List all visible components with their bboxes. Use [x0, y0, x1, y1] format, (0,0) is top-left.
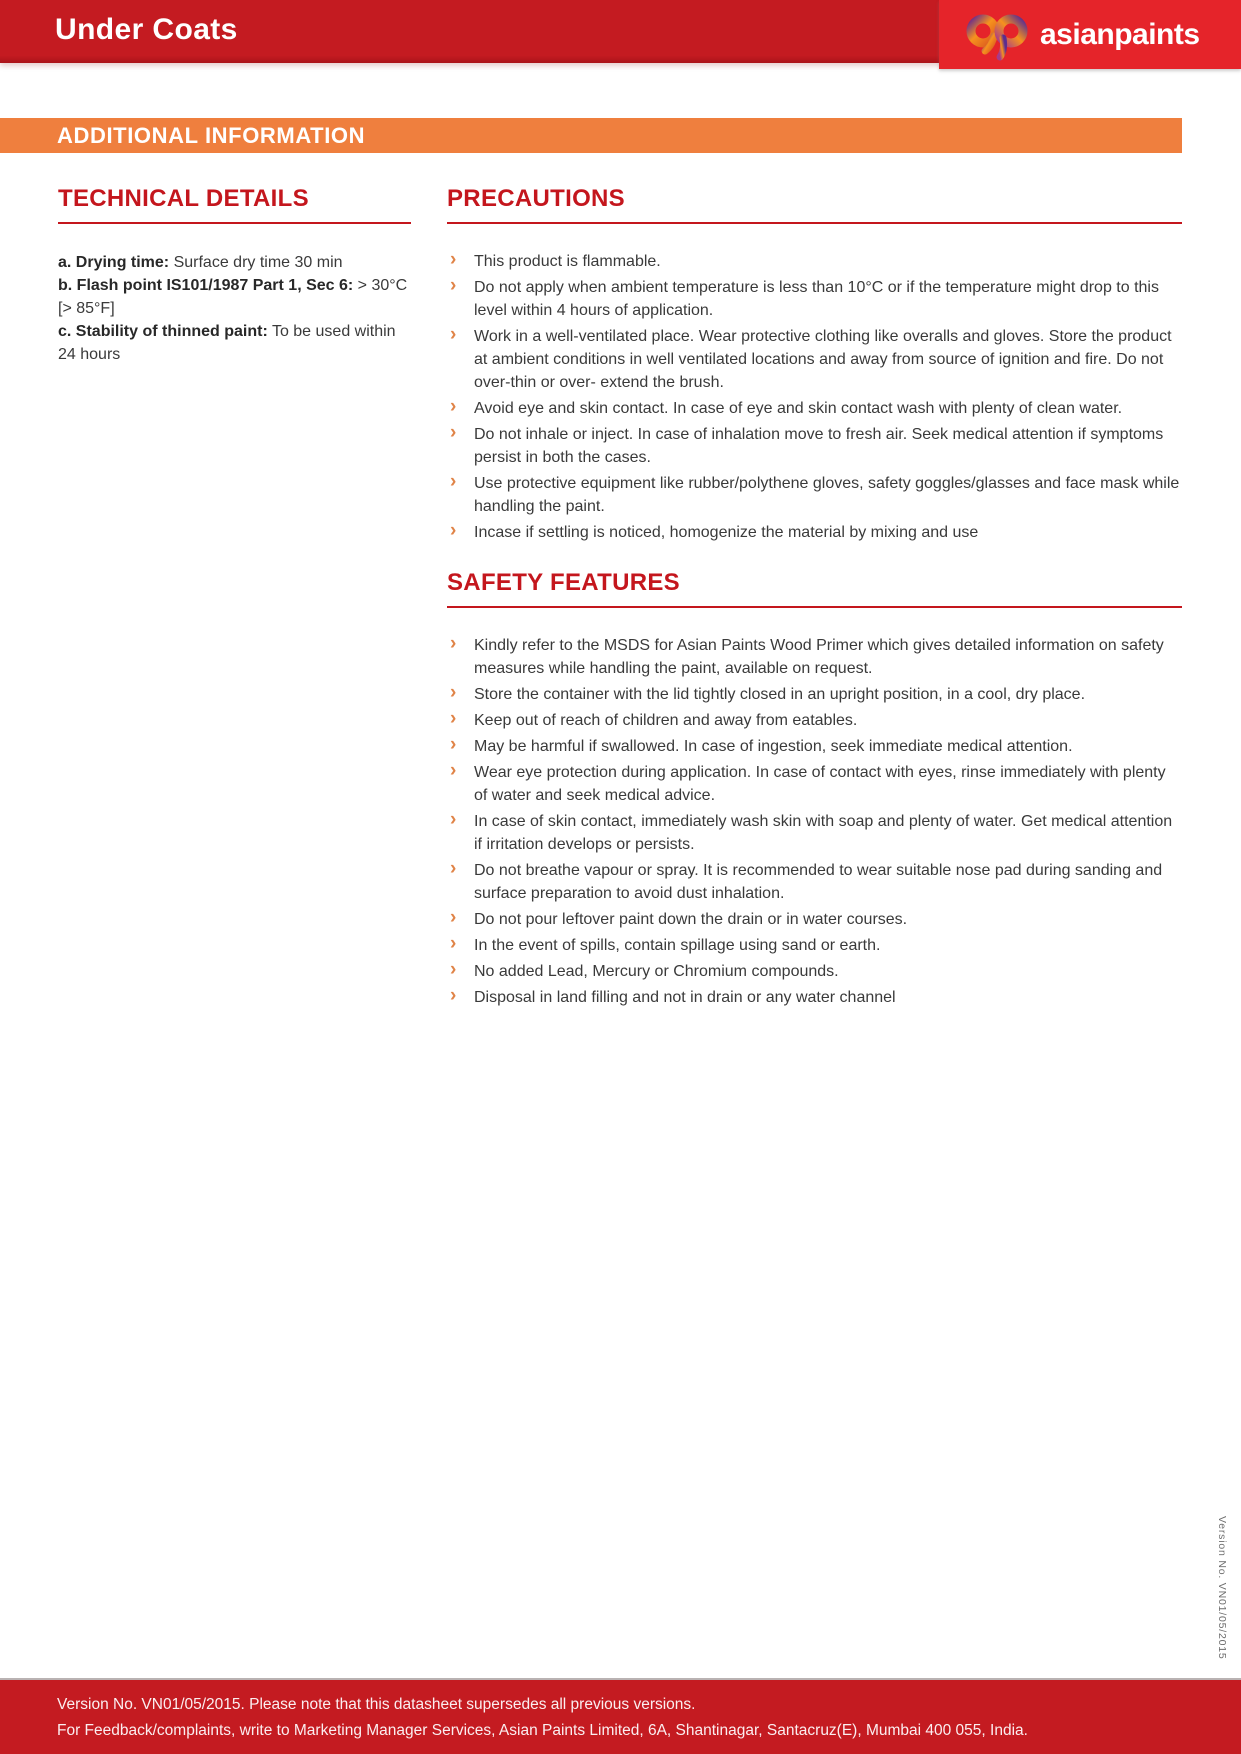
- safety-feature-item: [447, 908, 1182, 931]
- technical-detail-label: a. Drying time:: [58, 254, 170, 271]
- safety-feature-item: [447, 986, 1182, 1009]
- chevron-bullet-icon: ›: [450, 520, 457, 541]
- safety-feature-text: Do not pour leftover paint down the drain or in water courses.: [474, 911, 908, 928]
- chevron-bullet-icon: ›: [450, 708, 457, 729]
- technical-details-section: [58, 185, 411, 366]
- precautions-heading: PRECAUTIONS: [447, 185, 1182, 224]
- chevron-bullet-icon: ›: [450, 471, 457, 492]
- safety-feature-item: [447, 634, 1182, 680]
- safety-feature-item: [447, 709, 1182, 732]
- technical-detail-label: b. Flash point IS101/1987 Part 1, Sec 6:: [58, 277, 354, 294]
- safety-feature-item: [447, 859, 1182, 905]
- chevron-bullet-icon: ›: [450, 907, 457, 928]
- safety-feature-text: Do not breathe vapour or spray. It is recommended to wear suitable nose pad during sanding and surface preparation to avoid dust inhalation.: [474, 862, 1163, 902]
- chevron-bullet-icon: ›: [450, 682, 457, 703]
- precaution-text: Do not apply when ambient temperature is less than 10°C or if the temperature might drop to this level within 4 hours of application.: [474, 279, 1159, 319]
- precaution-item: [447, 276, 1182, 322]
- precautions-list: [447, 250, 1182, 544]
- safety-feature-text: In the event of spills, contain spillage using sand or earth.: [474, 937, 881, 954]
- technical-detail-item: [58, 274, 411, 320]
- chevron-bullet-icon: ›: [450, 633, 457, 654]
- safety-features-heading: SAFETY FEATURES: [447, 569, 1182, 608]
- footer-version-line: Version No. VN01/05/2015. Please note that this datasheet supersedes all previous versions.: [57, 1696, 696, 1713]
- precaution-item: [447, 397, 1182, 420]
- chevron-bullet-icon: ›: [450, 324, 457, 345]
- technical-detail-value: Surface dry time 30 min: [169, 254, 343, 271]
- footer-feedback-line: For Feedback/complaints, write to Marketing Manager Services, Asian Paints Limited, 6A, Shantinagar, Santacruz(E), Mumbai 400 055, India.: [57, 1722, 1028, 1739]
- safety-feature-item: [447, 934, 1182, 957]
- precaution-text: Work in a well-ventilated place. Wear protective clothing like overalls and gloves. Store the product at ambient conditions in well ventilated locations and away from source of ignition and fire. Do not over-thin or over- extend the brush.: [474, 328, 1172, 391]
- chevron-bullet-icon: ›: [450, 760, 457, 781]
- precaution-text: Use protective equipment like rubber/polythene gloves, safety goggles/glasses and face mask while handling the paint.: [474, 475, 1180, 515]
- safety-feature-item: [447, 683, 1182, 706]
- precaution-item: [447, 250, 1182, 273]
- additional-information-label: ADDITIONAL INFORMATION: [57, 122, 366, 148]
- page-title: Under Coats: [55, 13, 238, 46]
- asianpaints-ap-logo-icon: [963, 8, 1033, 62]
- safety-feature-item: [447, 735, 1182, 758]
- precaution-item: [447, 423, 1182, 469]
- chevron-bullet-icon: ›: [450, 809, 457, 830]
- chevron-bullet-icon: ›: [450, 422, 457, 443]
- safety-feature-item: [447, 960, 1182, 983]
- precaution-text: Do not inhale or inject. In case of inhalation move to fresh air. Seek medical attention if symptoms persist in both the cases.: [474, 426, 1164, 466]
- safety-feature-text: Keep out of reach of children and away from eatables.: [474, 712, 858, 729]
- safety-feature-text: In case of skin contact, immediately wash skin with soap and plenty of water. Get medical attention if irritation develops or persists.: [474, 813, 1173, 853]
- technical-detail-label: c. Stability of thinned paint:: [58, 323, 268, 340]
- safety-feature-item: [447, 761, 1182, 807]
- additional-information-band: [0, 118, 1182, 153]
- chevron-bullet-icon: ›: [450, 275, 457, 296]
- safety-feature-text: No added Lead, Mercury or Chromium compounds.: [474, 963, 839, 980]
- technical-details-list: [58, 251, 411, 366]
- precaution-item: [447, 521, 1182, 544]
- technical-detail-value: > 30°C [> 85°F]: [58, 277, 408, 317]
- safety-feature-text: Wear eye protection during application. In case of contact with eyes, rinse immediately with plenty of water and seek medical advice.: [474, 764, 1166, 804]
- technical-detail-item: [58, 251, 411, 274]
- safety-feature-text: Kindly refer to the MSDS for Asian Paints Wood Primer which gives detailed information on safety measures while handling the paint, available on request.: [474, 637, 1164, 677]
- chevron-bullet-icon: ›: [450, 734, 457, 755]
- right-column: [447, 185, 1182, 1012]
- technical-detail-item: [58, 320, 411, 366]
- safety-feature-item: [447, 810, 1182, 856]
- precaution-text: Incase if settling is noticed, homogenize the material by mixing and use: [474, 524, 979, 541]
- safety-feature-text: May be harmful if swallowed. In case of ingestion, seek immediate medical attention.: [474, 738, 1073, 755]
- brand-name: asianpaints: [1040, 17, 1200, 51]
- precaution-item: [447, 325, 1182, 394]
- precaution-text: Avoid eye and skin contact. In case of eye and skin contact wash with plenty of clean water.: [474, 400, 1123, 417]
- safety-feature-text: Disposal in land filling and not in drain or any water channel: [474, 989, 896, 1006]
- brand-logo-block: [939, 0, 1241, 69]
- technical-detail-value: To be used within 24 hours: [58, 323, 396, 363]
- chevron-bullet-icon: ›: [450, 858, 457, 879]
- safety-features-list: [447, 634, 1182, 1009]
- chevron-bullet-icon: ›: [450, 985, 457, 1006]
- chevron-bullet-icon: ›: [450, 249, 457, 270]
- version-sidebar-text: Version No. VN01/05/2015: [1216, 1516, 1228, 1660]
- safety-feature-text: Store the container with the lid tightly closed in an upright position, in a cool, dry place.: [474, 686, 1086, 703]
- precaution-item: [447, 472, 1182, 518]
- chevron-bullet-icon: ›: [450, 959, 457, 980]
- page-footer: [0, 1678, 1241, 1754]
- precaution-text: This product is flammable.: [474, 253, 661, 270]
- technical-details-heading: TECHNICAL DETAILS: [58, 185, 411, 224]
- chevron-bullet-icon: ›: [450, 396, 457, 417]
- chevron-bullet-icon: ›: [450, 933, 457, 954]
